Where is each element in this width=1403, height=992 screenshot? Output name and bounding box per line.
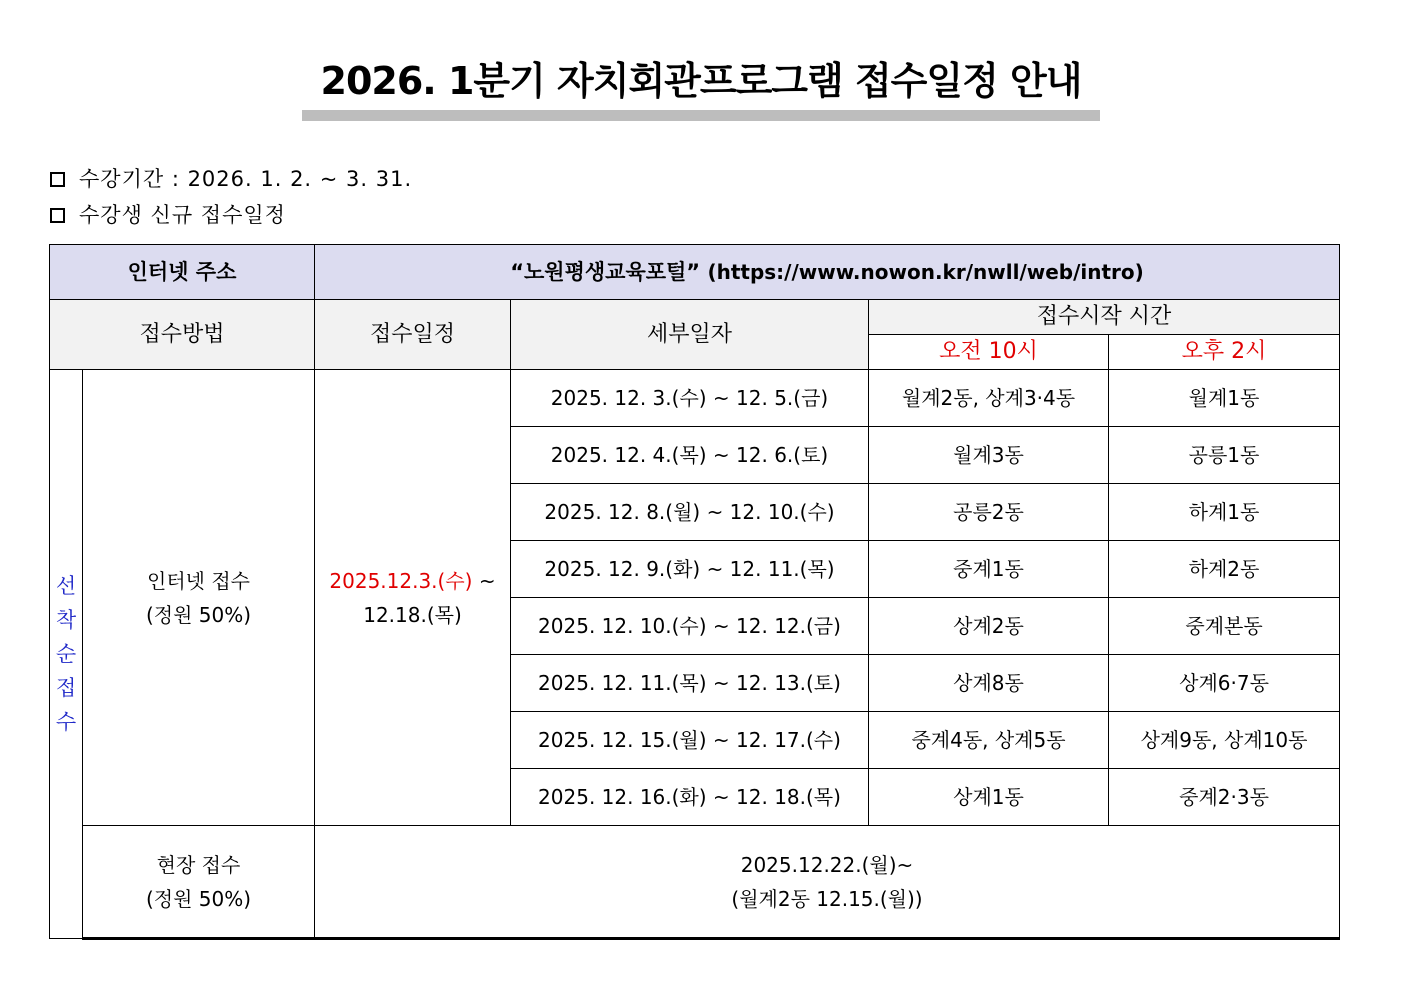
- square-bullet-icon: [50, 208, 65, 223]
- detail-date: 2025. 12. 10.(수) ~ 12. 12.(금): [511, 598, 869, 655]
- pm-dong: 상계6·7동: [1109, 655, 1340, 712]
- first-come-char: 순: [55, 642, 77, 666]
- detail-date: 2025. 12. 4.(목) ~ 12. 6.(토): [511, 427, 869, 484]
- bullet-period: [50, 166, 412, 192]
- am-dong: 공릉2동: [869, 484, 1109, 541]
- table-row: [50, 370, 1340, 427]
- first-come-char: 선: [55, 574, 77, 598]
- am-dong: 중계4동, 상계5동: [869, 712, 1109, 769]
- column-header-row: [50, 300, 1340, 335]
- col-am-header: 오전 10시: [869, 335, 1109, 370]
- online-method-line2: (정원 50%): [145, 602, 252, 627]
- onsite-schedule-line1: 2025.12.22.(월)~: [740, 852, 914, 877]
- square-bullet-icon: [50, 172, 65, 187]
- onsite-row: [50, 826, 1340, 939]
- bullet-schedule: [50, 202, 286, 228]
- col-detail-header: 세부일자: [511, 300, 869, 370]
- am-dong: 상계8동: [869, 655, 1109, 712]
- online-schedule-end: 12.18.(목): [363, 602, 462, 627]
- am-dong: 월계3동: [869, 427, 1109, 484]
- onsite-method-line1: 현장 접수: [156, 852, 241, 877]
- portal-address-cell: [315, 245, 1340, 300]
- detail-date: 2025. 12. 11.(목) ~ 12. 13.(토): [511, 655, 869, 712]
- online-method-line1: 인터넷 접수: [147, 568, 250, 593]
- internet-address-label: 인터넷 주소: [50, 245, 315, 300]
- detail-date: 2025. 12. 15.(월) ~ 12. 17.(수): [511, 712, 869, 769]
- col-start-time-header: 접수시작 시간: [869, 300, 1340, 335]
- pm-dong: 중계본동: [1109, 598, 1340, 655]
- am-dong: 상계2동: [869, 598, 1109, 655]
- page-title: 2026. 1분기 자치회관프로그램 접수일정 안내: [320, 59, 1082, 103]
- pm-dong: 상계9동, 상계10동: [1109, 712, 1340, 769]
- portal-name: “노원평생교육포털”: [510, 260, 701, 284]
- first-come-char: 착: [55, 608, 77, 632]
- col-schedule-header: 접수일정: [315, 300, 511, 370]
- onsite-schedule-cell: [315, 826, 1340, 939]
- am-dong: 상계1동: [869, 769, 1109, 826]
- col-method-header: 접수방법: [50, 300, 315, 370]
- first-come-label: [50, 370, 83, 939]
- bullet-schedule-text: 수강생 신규 접수일정: [79, 203, 286, 227]
- schedule-table: [49, 244, 1340, 940]
- detail-date: 2025. 12. 3.(수) ~ 12. 5.(금): [511, 370, 869, 427]
- online-schedule-cell: [315, 370, 511, 826]
- pm-dong: 월계1동: [1109, 370, 1340, 427]
- online-schedule-start: 2025.12.3.(수): [329, 568, 473, 593]
- detail-date: 2025. 12. 9.(화) ~ 12. 11.(목): [511, 541, 869, 598]
- internet-address-row: [50, 245, 1340, 300]
- am-dong: 중계1동: [869, 541, 1109, 598]
- first-come-char: 수: [55, 710, 77, 734]
- pm-dong: 공릉1동: [1109, 427, 1340, 484]
- col-pm-header: 오후 2시: [1109, 335, 1340, 370]
- title-underline: [302, 110, 1100, 121]
- pm-dong: 하계2동: [1109, 541, 1340, 598]
- onsite-method-cell: [83, 826, 315, 939]
- pm-dong: 중계2·3동: [1109, 769, 1340, 826]
- am-dong: 월계2동, 상계3·4동: [869, 370, 1109, 427]
- portal-url[interactable]: (https://www.nowon.kr/nwll/web/intro): [707, 260, 1144, 284]
- detail-date: 2025. 12. 8.(월) ~ 12. 10.(수): [511, 484, 869, 541]
- online-method-cell: [83, 370, 315, 826]
- online-schedule-tilde: ~: [472, 568, 496, 593]
- onsite-method-line2: (정원 50%): [145, 886, 252, 911]
- onsite-schedule-line2: (월계2동 12.15.(월)): [731, 886, 923, 911]
- first-come-char: 접: [55, 676, 77, 700]
- detail-date: 2025. 12. 16.(화) ~ 12. 18.(목): [511, 769, 869, 826]
- bullet-period-text: 수강기간 : 2026. 1. 2. ~ 3. 31.: [79, 167, 413, 191]
- pm-dong: 하계1동: [1109, 484, 1340, 541]
